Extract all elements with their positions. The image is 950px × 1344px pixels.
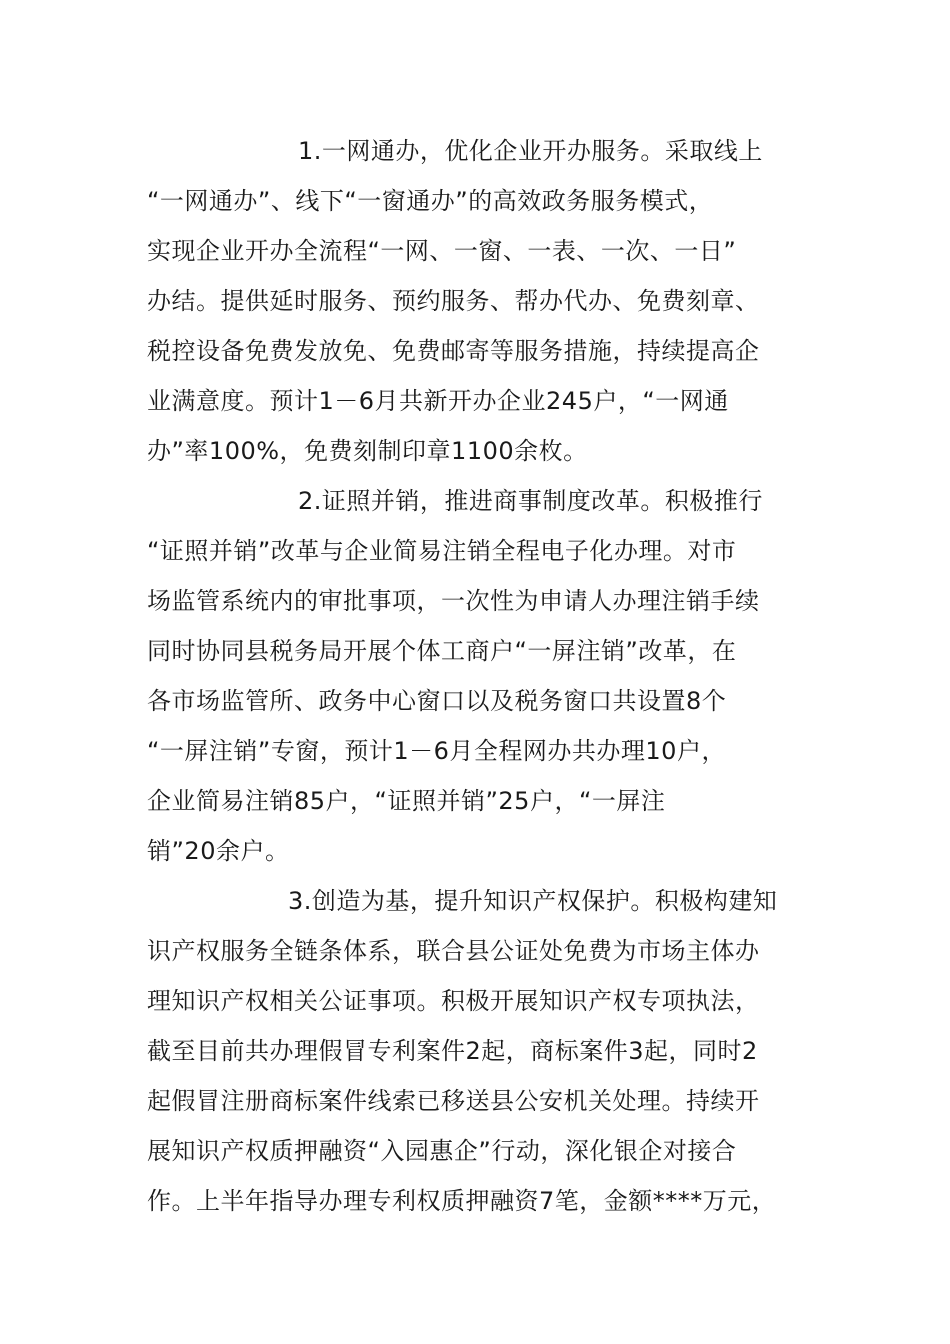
paragraph-3-line-3: 理知识产权相关公证事项。积极开展知识产权专项执法， <box>147 987 760 1015</box>
paragraph-1-line-1: 1.一网通办，优化企业开办服务。采取线上 <box>298 137 763 165</box>
paragraph-2-line-7: 企业简易注销85户，“证照并销”25户，“一屏注 <box>147 787 666 815</box>
paragraph-1-line-3: 实现企业开办全流程“一网、一窗、一表、一次、一日” <box>147 237 737 265</box>
paragraph-3-line-4: 截至目前共办理假冒专利案件2起，商标案件3起，同时2 <box>147 1037 758 1065</box>
paragraph-2-line-1: 2.证照并销，推进商事制度改革。积极推行 <box>298 487 763 515</box>
paragraph-2-line-5: 各市场监管所、政务中心窗口以及税务窗口共设置8个 <box>147 687 727 715</box>
paragraph-2-line-8: 销”20余户。 <box>147 837 290 865</box>
paragraph-3-line-1: 3.创造为基，提升知识产权保护。积极构建知 <box>288 887 778 915</box>
paragraph-3-line-2: 识产权服务全链条体系，联合县公证处免费为市场主体办 <box>147 937 760 965</box>
paragraph-1-line-7: 办”率100%，免费刻制印章1100余枚。 <box>147 437 588 465</box>
paragraph-1-line-6: 业满意度。预计1－6月共新开办企业245户，“一网通 <box>147 387 729 415</box>
paragraph-3-line-5: 起假冒注册商标案件线索已移送县公安机关处理。持续开 <box>147 1087 760 1115</box>
paragraph-3-line-6: 展知识产权质押融资“入园惠企”行动，深化银企对接合 <box>147 1137 737 1165</box>
paragraph-2-line-6: “一屏注销”专窗，预计1－6月全程网办共办理10户， <box>147 737 726 765</box>
paragraph-2-line-2: “证照并销”改革与企业简易注销全程电子化办理。对市 <box>147 537 737 565</box>
paragraph-2-line-4: 同时协同县税务局开展个体工商户“一屏注销”改革，在 <box>147 637 737 665</box>
paragraph-1-line-2: “一网通办”、线下“一窗通办”的高效政务服务模式， <box>147 187 714 215</box>
paragraph-2-line-3: 场监管系统内的审批事项，一次性为申请人办理注销手续 <box>147 587 760 615</box>
paragraph-1-line-5: 税控设备免费发放免、免费邮寄等服务措施，持续提高企 <box>147 337 760 365</box>
paragraph-1-line-4: 办结。提供延时服务、预约服务、帮办代办、免费刻章、 <box>147 287 760 315</box>
paragraph-3-line-7: 作。上半年指导办理专利权质押融资7笔，金额****万元， <box>147 1187 777 1215</box>
